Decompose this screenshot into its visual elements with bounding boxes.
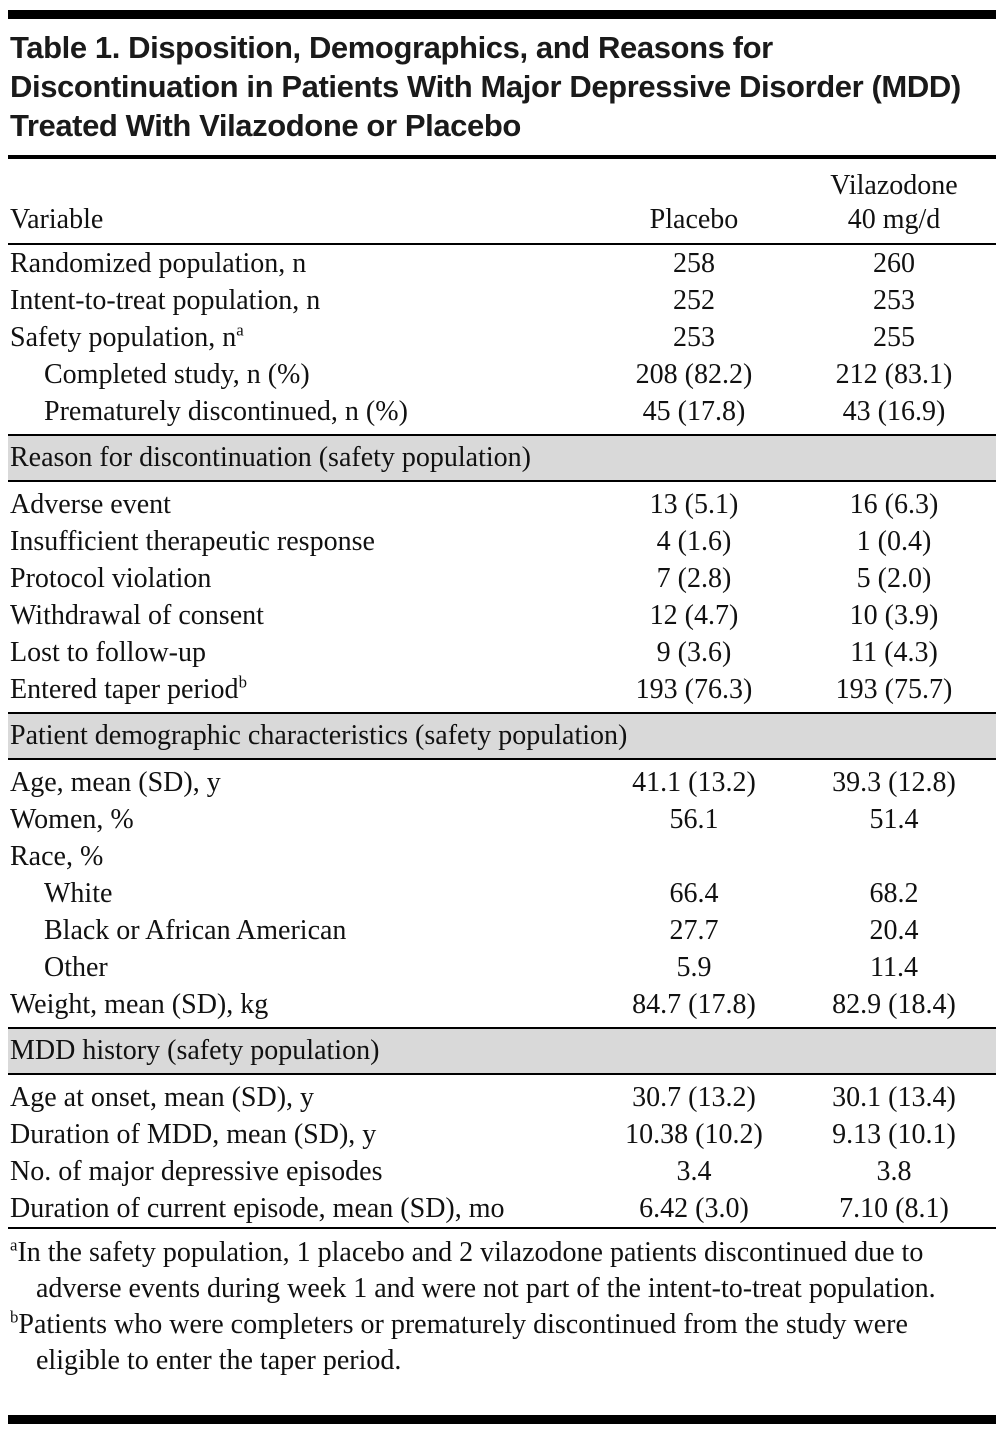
table-row	[8, 671, 996, 708]
column-header-variable: Variable	[10, 204, 104, 235]
vilazodone-value: 10 (3.9)	[849, 600, 939, 631]
footnote-marker: b	[10, 1307, 19, 1327]
row-label: Age at onset, mean (SD), y	[10, 1082, 315, 1113]
placebo-value: 66.4	[669, 878, 719, 909]
row-label: Intent-to-treat population, n	[10, 285, 321, 316]
vilazodone-value: 255	[873, 322, 915, 353]
vilazodone-value: 1 (0.4)	[856, 526, 932, 557]
placebo-value: 3.4	[676, 1156, 712, 1187]
placebo-value: 9 (3.6)	[656, 637, 732, 668]
table-row	[8, 319, 996, 356]
table-row	[8, 1116, 996, 1153]
footnote: $^b$Patients who were completers or prematurely discontinued from the study were eligible to enter the taper period.	[10, 1307, 908, 1376]
vilazodone-value: 43 (16.9)	[842, 396, 946, 427]
row-label: Randomized population, n	[10, 248, 307, 279]
table-row	[8, 245, 996, 282]
placebo-value: 13 (5.1)	[649, 489, 739, 520]
placebo-value: 6.42 (3.0)	[639, 1193, 749, 1224]
section-header: MDD history (safety population)	[8, 1027, 996, 1075]
placebo-value: 193 (76.3)	[635, 674, 753, 705]
row-label: Duration of current episode, mean (SD), mo	[10, 1193, 505, 1224]
row-label: Age, mean (SD), y	[10, 767, 221, 798]
table-row	[8, 560, 996, 597]
table-row	[8, 838, 996, 875]
table-row	[8, 764, 996, 801]
vilazodone-value: 82.9 (18.4)	[832, 989, 956, 1020]
footnote-marker: a	[10, 1235, 18, 1255]
placebo-value: 5.9	[676, 952, 712, 983]
vilazodone-value: 260	[873, 248, 915, 279]
footnote-marker: b	[238, 672, 247, 692]
row-label: Entered taper period$^b$	[10, 672, 247, 705]
row-label: Completed study, n (%)	[44, 359, 310, 390]
table-row	[8, 486, 996, 523]
table-title: Table 1. Disposition, Demographics, and Reasons for Discontinuation in Patients With Major Depressive Disorder (MDD) Treated With Vilazodone or Placebo	[10, 30, 961, 143]
placebo-value: 208 (82.2)	[635, 359, 753, 390]
row-label: White	[44, 878, 113, 909]
column-header-vilazodone-line1: Vilazodone	[830, 170, 958, 201]
footnote-marker: a	[236, 320, 244, 340]
column-header-vilazodone-line2: 40 mg/d	[847, 204, 941, 235]
table-row	[8, 597, 996, 634]
row-label: Protocol violation	[10, 563, 212, 594]
vilazodone-value: 20.4	[869, 915, 919, 946]
placebo-value: 10.38 (10.2)	[625, 1119, 763, 1150]
placebo-value: 30.7 (13.2)	[632, 1082, 756, 1113]
column-header-vilazodone	[792, 169, 996, 237]
table-row	[8, 356, 996, 393]
table-row	[8, 634, 996, 671]
vilazodone-value: 39.3 (12.8)	[832, 767, 956, 798]
table-body	[8, 245, 996, 1227]
column-headers	[8, 159, 996, 243]
placebo-value: 45 (17.8)	[642, 396, 746, 427]
row-label: No. of major depressive episodes	[10, 1156, 383, 1187]
vilazodone-value: 5 (2.0)	[856, 563, 932, 594]
row-label: Duration of MDD, mean (SD), y	[10, 1119, 377, 1150]
placebo-value: 56.1	[669, 804, 719, 835]
footnote: $^a$In the safety population, 1 placebo and 2 vilazodone patients discontinued due to adverse events during week 1 and were not part of the intent-to-treat population.	[10, 1235, 936, 1304]
vilazodone-value: 3.8	[876, 1156, 912, 1187]
table-row	[8, 393, 996, 430]
table-row	[8, 949, 996, 986]
vilazodone-value: 16 (6.3)	[849, 489, 939, 520]
row-label: Black or African American	[44, 915, 347, 946]
table-row	[8, 801, 996, 838]
placebo-value: 7 (2.8)	[656, 563, 732, 594]
row-label: Prematurely discontinued, n (%)	[44, 396, 408, 427]
column-header-placebo: Placebo	[649, 204, 739, 235]
placebo-value: 252	[673, 285, 715, 316]
table-row	[8, 986, 996, 1023]
vilazodone-value: 11.4	[870, 952, 918, 983]
row-label: Insufficient therapeutic response	[10, 526, 375, 557]
bottom-rule	[8, 1415, 996, 1424]
row-label: Race, %	[10, 841, 104, 872]
row-label: Women, %	[10, 804, 134, 835]
vilazodone-value: 7.10 (8.1)	[839, 1193, 949, 1224]
row-label: Safety population, $n^a$	[10, 320, 244, 353]
placebo-value: 4 (1.6)	[656, 526, 732, 557]
vilazodone-value: 30.1 (13.4)	[832, 1082, 956, 1113]
table-row	[8, 875, 996, 912]
table-row	[8, 523, 996, 560]
vilazodone-value: 253	[873, 285, 915, 316]
vilazodone-value: 9.13 (10.1)	[832, 1119, 956, 1150]
placebo-value: 41.1 (13.2)	[632, 767, 756, 798]
vilazodone-value: 193 (75.7)	[835, 674, 953, 705]
row-label: Weight, mean (SD), kg	[10, 989, 269, 1020]
vilazodone-value: 51.4	[869, 804, 919, 835]
placebo-value: 253	[673, 322, 715, 353]
vilazodone-value: 212 (83.1)	[835, 359, 953, 390]
table-row	[8, 282, 996, 319]
top-rule	[8, 10, 996, 19]
row-label: Adverse event	[10, 489, 171, 520]
footnotes	[8, 1229, 996, 1383]
section-header: Patient demographic characteristics (safety population)	[8, 712, 996, 760]
vilazodone-value: 68.2	[869, 878, 919, 909]
placebo-value: 27.7	[669, 915, 719, 946]
vilazodone-value: 11 (4.3)	[850, 637, 938, 668]
row-label: Lost to follow-up	[10, 637, 206, 668]
table-row	[8, 1190, 996, 1227]
section-header: Reason for discontinuation (safety population)	[8, 434, 996, 482]
table-row	[8, 1153, 996, 1190]
table-row	[8, 912, 996, 949]
table-row	[8, 1079, 996, 1116]
placebo-value: 12 (4.7)	[649, 600, 739, 631]
placebo-value: 258	[673, 248, 715, 279]
row-label: Other	[44, 952, 108, 983]
placebo-value: 84.7 (17.8)	[632, 989, 756, 1020]
row-label: Withdrawal of consent	[10, 600, 264, 631]
